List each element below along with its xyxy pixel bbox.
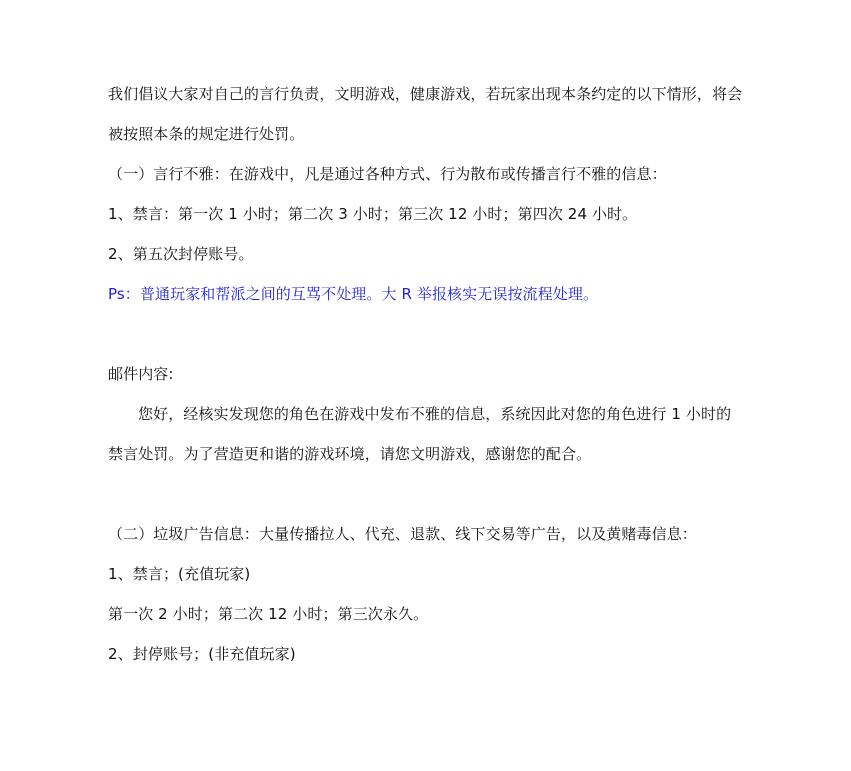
mail-label: 邮件内容: [108,365,174,383]
section2-item-mute-detail: 第一次 2 小时；第二次 12 小时；第三次永久。 [108,605,429,623]
section2-item-ban: 2、封停账号；(非充值玩家) [108,645,296,663]
section2-item-mute: 1、禁言；(充值玩家) [108,565,251,583]
section1-ps-note: Ps：普通玩家和帮派之间的互骂不处理。大 R 举报核实无误按流程处理。 [108,285,599,303]
section1-heading: （一）言行不雅：在游戏中，凡是通过各种方式、行为散布或传播言行不雅的信息： [108,165,667,183]
section2-heading: （二）垃圾广告信息：大量传播拉人、代充、退款、线下交易等广告，以及黄赌毒信息： [108,525,697,543]
mail-body-line-2: 禁言处罚。为了营造更和谐的游戏环境，请您文明游戏，感谢您的配合。 [108,445,592,463]
intro-line-2: 被按照本条的规定进行处罚。 [108,125,305,143]
section1-item-ban: 2、第五次封停账号。 [108,245,254,263]
mail-body-line-1: 您好，经核实发现您的角色在游戏中发布不雅的信息，系统因此对您的角色进行 1 小时的 [138,405,732,423]
section1-item-mute: 1、禁言：第一次 1 小时；第二次 3 小时；第三次 12 小时；第四次 24 小时。 [108,205,638,223]
intro-line-1: 我们倡议大家对自己的言行负责，文明游戏，健康游戏，若玩家出现本条约定的以下情形，将会 [108,85,743,103]
